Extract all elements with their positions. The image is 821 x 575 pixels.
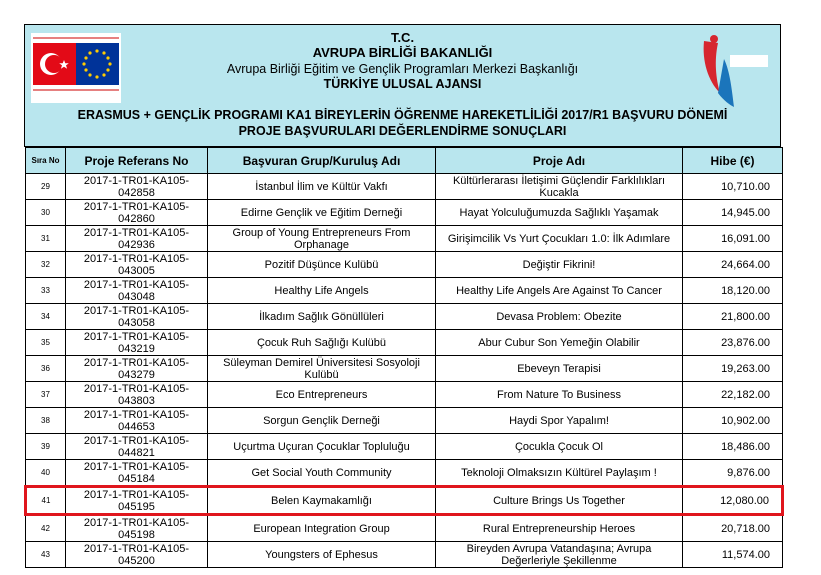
- cell-name: Healthy Life Angels Are Against To Cancer: [436, 278, 683, 304]
- cell-hibe: 9,876.00: [683, 460, 783, 487]
- cell-org: Sorgun Gençlik Derneği: [208, 408, 436, 434]
- cell-name: Ebeveyn Terapisi: [436, 356, 683, 382]
- cell-hibe: 10,902.00: [683, 408, 783, 434]
- cell-hibe: 16,091.00: [683, 226, 783, 252]
- table-row: [26, 330, 783, 356]
- cell-no: 33: [26, 278, 66, 304]
- cell-ref: 2017-1-TR01-KA105-043803: [66, 382, 208, 408]
- table-row: [26, 304, 783, 330]
- cell-name: Hayat Yolculuğumuzda Sağlıklı Yaşamak: [436, 200, 683, 226]
- cell-org: Uçurtma Uçuran Çocuklar Topluluğu: [208, 434, 436, 460]
- cell-ref: 2017-1-TR01-KA105-045198: [66, 515, 208, 542]
- cell-no: 36: [26, 356, 66, 382]
- cell-no: 39: [26, 434, 66, 460]
- table-row: [26, 278, 783, 304]
- cell-name: Culture Brings Us Together: [436, 487, 683, 515]
- document-header: [24, 24, 781, 147]
- document: [24, 24, 781, 568]
- cell-hibe: 24,664.00: [683, 252, 783, 278]
- col-header-hibe: Hibe (€): [683, 148, 783, 174]
- table-row: [26, 460, 783, 487]
- cell-org: Healthy Life Angels: [208, 278, 436, 304]
- cell-ref: 2017-1-TR01-KA105-043048: [66, 278, 208, 304]
- cell-no: 40: [26, 460, 66, 487]
- turkish-national-agency-logo-icon: [690, 31, 770, 109]
- cell-name: Abur Cubur Son Yemeğin Olabilir: [436, 330, 683, 356]
- cell-hibe: 18,120.00: [683, 278, 783, 304]
- cell-name: Kültürlerarası İletişimi Güçlendir Farklılıkları Kucakla: [436, 174, 683, 200]
- cell-ref: 2017-1-TR01-KA105-042858: [66, 174, 208, 200]
- cell-name: From Nature To Business: [436, 382, 683, 408]
- cell-no: 34: [26, 304, 66, 330]
- cell-no: 37: [26, 382, 66, 408]
- table-row: [26, 356, 783, 382]
- table-row: [26, 408, 783, 434]
- cell-ref: 2017-1-TR01-KA105-044653: [66, 408, 208, 434]
- cell-no: 41: [26, 487, 66, 515]
- cell-org: European Integration Group: [208, 515, 436, 542]
- cell-hibe: 22,182.00: [683, 382, 783, 408]
- table-row: [26, 487, 783, 515]
- cell-hibe: 10,710.00: [683, 174, 783, 200]
- cell-ref: 2017-1-TR01-KA105-045195: [66, 487, 208, 515]
- cell-org: Eco Entrepreneurs: [208, 382, 436, 408]
- col-header-name: Proje Adı: [436, 148, 683, 174]
- cell-hibe: 11,574.00: [683, 542, 783, 568]
- cell-hibe: 18,486.00: [683, 434, 783, 460]
- col-header-ref: Proje Referans No: [66, 148, 208, 174]
- cell-ref: 2017-1-TR01-KA105-043219: [66, 330, 208, 356]
- cell-name: Teknoloji Olmaksızın Kültürel Paylaşım !: [436, 460, 683, 487]
- table-body: [26, 174, 783, 568]
- table-row: [26, 252, 783, 278]
- col-header-org: Başvuran Grup/Kuruluş Adı: [208, 148, 436, 174]
- cell-ref: 2017-1-TR01-KA105-043279: [66, 356, 208, 382]
- cell-name: Rural Entrepreneurship Heroes: [436, 515, 683, 542]
- cell-no: 30: [26, 200, 66, 226]
- document-title: ERASMUS + GENÇLİK PROGRAMI KA1 BİREYLERİN ÖĞRENME HAREKETLİLİĞİ 2017/R1 BAŞVURU DÖNEMİ: [77, 108, 728, 122]
- cell-hibe: 20,718.00: [683, 515, 783, 542]
- cell-hibe: 12,080.00: [683, 487, 783, 515]
- cell-no: 42: [26, 515, 66, 542]
- cell-hibe: 23,876.00: [683, 330, 783, 356]
- cell-ref: 2017-1-TR01-KA105-045200: [66, 542, 208, 568]
- cell-hibe: 19,263.00: [683, 356, 783, 382]
- cell-name: Devasa Problem: Obezite: [436, 304, 683, 330]
- header-center: Avrupa Birliği Eğitim ve Gençlik Programları Merkezi Başkanlığı: [226, 62, 579, 76]
- results-table: [24, 147, 784, 568]
- document-subtitle: PROJE BAŞVURULARI DEĞERLENDİRME SONUÇLARI: [238, 124, 567, 138]
- cell-org: Süleyman Demirel Üniversitesi Sosyoloji Kulübü: [208, 356, 436, 382]
- cell-ref: 2017-1-TR01-KA105-043005: [66, 252, 208, 278]
- table-row: [26, 200, 783, 226]
- cell-ref: 2017-1-TR01-KA105-043058: [66, 304, 208, 330]
- table-row: [26, 226, 783, 252]
- table-row: [26, 174, 783, 200]
- header-tc: T.C.: [390, 30, 415, 45]
- cell-ref: 2017-1-TR01-KA105-044821: [66, 434, 208, 460]
- cell-no: 29: [26, 174, 66, 200]
- cell-hibe: 14,945.00: [683, 200, 783, 226]
- cell-ref: 2017-1-TR01-KA105-045184: [66, 460, 208, 487]
- cell-no: 31: [26, 226, 66, 252]
- header-ministry: AVRUPA BİRLİĞİ BAKANLIĞI: [312, 45, 493, 60]
- cell-org: Edirne Gençlik ve Eğitim Derneği: [208, 200, 436, 226]
- cell-hibe: 21,800.00: [683, 304, 783, 330]
- cell-name: Çocukla Çocuk Ol: [436, 434, 683, 460]
- table-row: [26, 434, 783, 460]
- table-row: [26, 515, 783, 542]
- cell-no: 35: [26, 330, 66, 356]
- cell-ref: 2017-1-TR01-KA105-042860: [66, 200, 208, 226]
- cell-no: 43: [26, 542, 66, 568]
- header-agency: TÜRKİYE ULUSAL AJANSI: [323, 77, 482, 91]
- cell-org: Pozitif Düşünce Kulübü: [208, 252, 436, 278]
- cell-name: Bireyden Avrupa Vatandaşına; Avrupa Değerleriyle Şekillenme: [436, 542, 683, 568]
- cell-org: İlkadım Sağlık Gönüllüleri: [208, 304, 436, 330]
- cell-org: Youngsters of Ephesus: [208, 542, 436, 568]
- cell-org: Çocuk Ruh Sağlığı Kulübü: [208, 330, 436, 356]
- cell-name: Haydi Spor Yapalım!: [436, 408, 683, 434]
- table-header-row: [26, 148, 783, 174]
- cell-org: Get Social Youth Community: [208, 460, 436, 487]
- cell-name: Girişimcilik Vs Yurt Çocukları 1.0: İlk Adımlare: [436, 226, 683, 252]
- cell-name: Değiştir Fikrini!: [436, 252, 683, 278]
- cell-org: İstanbul İlim ve Kültür Vakfı: [208, 174, 436, 200]
- table-row: [26, 542, 783, 568]
- table-row: [26, 382, 783, 408]
- cell-org: Group of Young Entrepreneurs From Orphanage: [208, 226, 436, 252]
- cell-no: 32: [26, 252, 66, 278]
- cell-org: Belen Kaymakamlığı: [208, 487, 436, 515]
- cell-ref: 2017-1-TR01-KA105-042936: [66, 226, 208, 252]
- cell-no: 38: [26, 408, 66, 434]
- col-header-no: Sıra No: [26, 148, 66, 174]
